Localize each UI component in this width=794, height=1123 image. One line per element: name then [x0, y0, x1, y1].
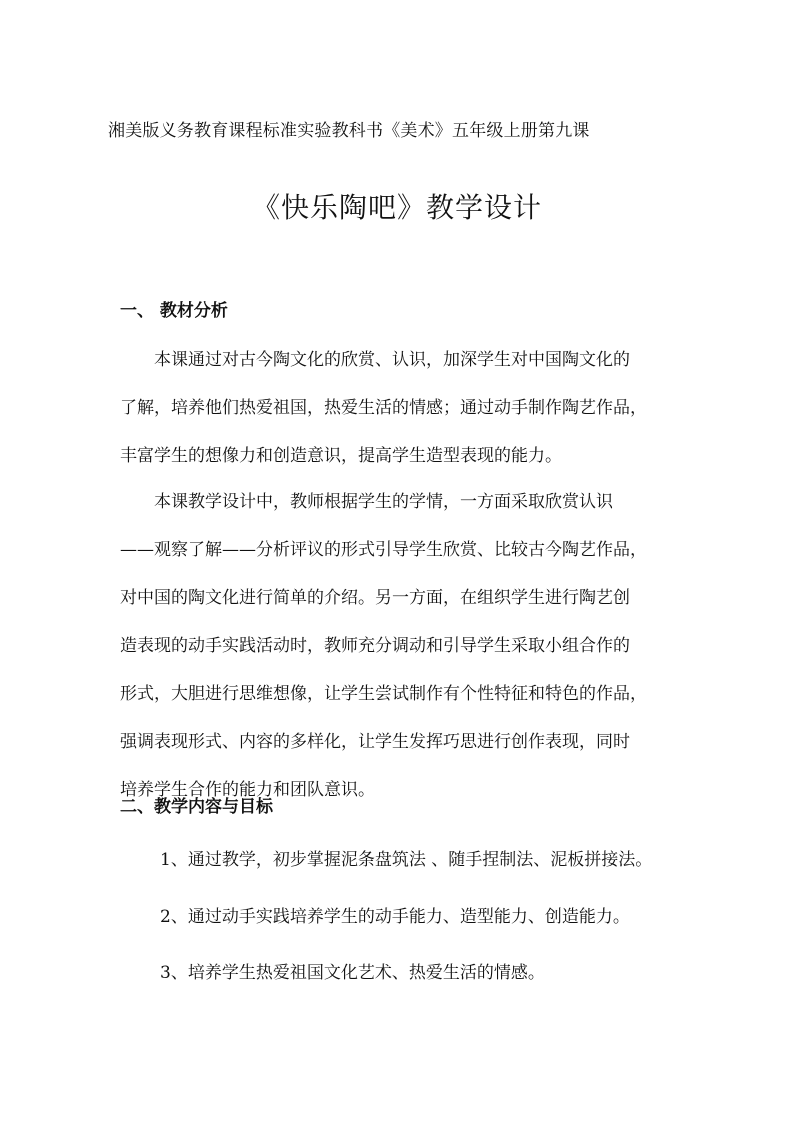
paragraph-line: 培养学生合作的能力和团队意识。: [120, 780, 375, 800]
section-heading-material-analysis: 一、 教材分析: [120, 301, 228, 321]
paragraph-line: 强调表现形式、内容的多样化，让学生发挥巧思进行创作表现，同时: [120, 732, 630, 752]
material-analysis-paragraph-2: [120, 487, 680, 806]
paragraph-line: 对中国的陶文化进行简单的介绍。另一方面，在组织学生进行陶艺创: [120, 588, 630, 608]
objective-item: 1、通过教学，初步掌握泥条盘筑法 、随手捏制法、泥板拼接法。: [160, 850, 653, 870]
objective-item: 2、通过动手实践培养学生的动手能力、造型能力、创造能力。: [160, 907, 630, 927]
paragraph-line: 造表现的动手实践活动时，教师充分调动和引导学生采取小组合作的: [120, 636, 630, 656]
paragraph-line: 形式，大胆进行思维想像，让学生尝试制作有个性特征和特色的作品，: [120, 684, 647, 704]
course-header-line: 湘美版义务教育课程标准实验教科书《美术》五年级上册第九课: [108, 121, 590, 141]
paragraph-line: 本课通过对古今陶文化的欣赏、认识，加深学生对中国陶文化的: [154, 350, 630, 370]
paragraph-line: 丰富学生的想像力和创造意识，提高学生造型表现的能力。: [120, 446, 562, 466]
objective-item: 3、培养学生热爱祖国文化艺术、热爱生活的情感。: [160, 963, 545, 983]
paragraph-line: ——观察了解——分析评议的形式引导学生欣赏、比较古今陶艺作品，: [120, 540, 647, 560]
material-analysis-paragraph-1: [120, 345, 680, 472]
paragraph-line: 本课教学设计中，教师根据学生的学情，一方面采取欣赏认识: [154, 492, 613, 512]
section-heading-teaching-objectives: 二、教学内容与目标: [120, 797, 273, 817]
document-title: 《快乐陶吧》教学设计: [251, 191, 542, 224]
paragraph-line: 了解，培养他们热爱祖国，热爱生活的情感；通过动手制作陶艺作品，: [120, 398, 647, 418]
